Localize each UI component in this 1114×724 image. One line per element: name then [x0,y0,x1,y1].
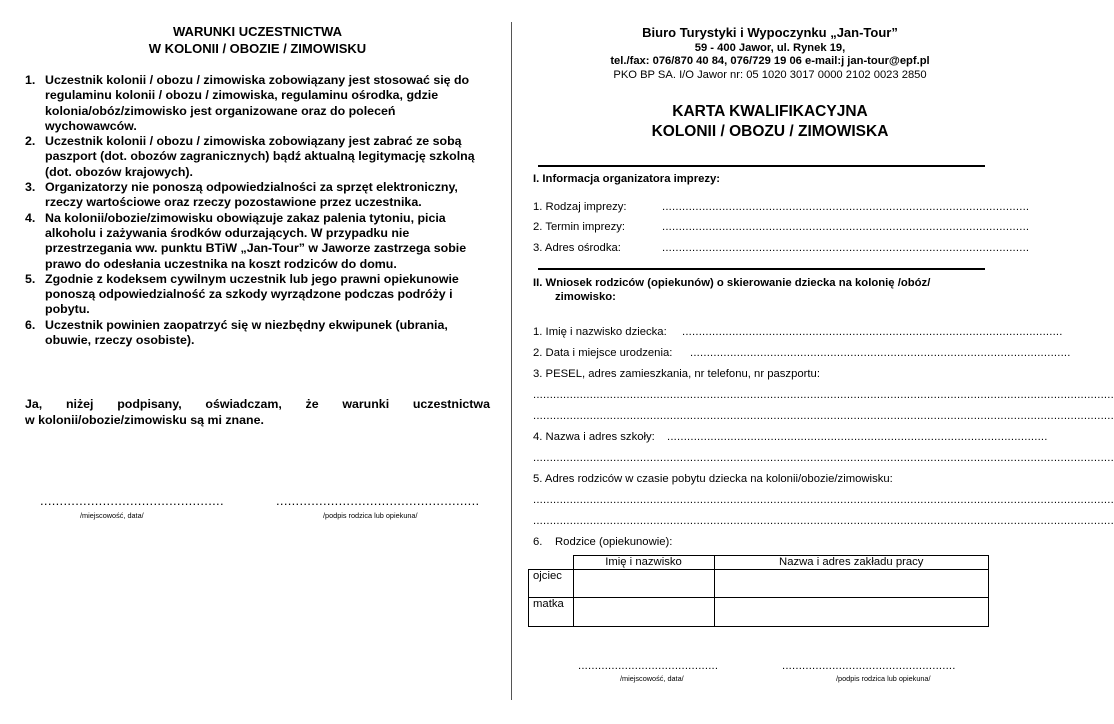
declaration [25,397,490,429]
declaration-word: oświadczam, [205,397,282,411]
declaration-word: podpisany, [117,397,182,411]
page-divider [511,22,512,700]
birth-date-place-label: 2. Data i miejsce urodzenia: [533,347,673,359]
rule-item [25,134,487,180]
rule-number: 1. [25,73,36,87]
declaration-word: warunki [342,397,390,411]
rule-text: Organizatorzy nie ponoszą odpowiedzialności za sprzęt elektroniczny, rzeczy wartościowe oraz rzeczy pozostawione przez uczestnika. [45,180,458,210]
parent-signature-line[interactable]: .................................................... [276,493,480,508]
rule-text: Uczestnik powinien zaopatrzyć się w niezbędny ekwipunek (ubrania, obuwie, rzeczy osobiste). [45,317,448,348]
declaration-word: że [305,397,319,411]
venue-address-field[interactable]: .............................................................................................................. [662,242,1030,254]
rule-item [25,211,487,272]
company-contact: tel./fax: 076/870 40 84, 076/729 19 06 e-mail:j jan-tour@epf.pl [610,55,930,67]
conditions-title-line2: W KOLONII / OBOZIE / ZIMOWISKU [148,41,367,56]
child-name-field[interactable]: .................................................................................................................. [682,326,1063,338]
declaration-line2: w kolonii/obozie/zimowisku są mi znane. [25,412,264,427]
parents-address-field-1[interactable]: .............................................................................................................................................................................. [533,494,1114,506]
rule-text: Zgodnie z kodeksem cywilnym uczestnik lub jego prawni opiekunowie ponoszą odpowiedzialność za szkody wyrządzone podczas podróży i pobytu. [45,271,459,317]
pesel-address-field-2[interactable]: .............................................................................................................................................................................. [533,410,1114,422]
mother-name-cell[interactable] [573,598,714,627]
company-bank-account: PKO BP SA. I/O Jawor nr: 05 1020 3017 0000 2102 0023 2850 [613,69,927,81]
event-date-label: 2. Termin imprezy: [533,221,626,233]
mother-workplace-cell[interactable] [714,598,989,627]
section-rule-2 [538,268,985,270]
row-label-father: ojciec [529,570,574,598]
right-parent-signature-label: /podpis rodzica lub opiekuna/ [836,674,931,683]
school-field-1[interactable]: .................................................................................................................. [667,431,1048,443]
company-name: Biuro Turystyki i Wypoczynku „Jan-Tour” [642,25,898,40]
parent-signature-label: /podpis rodzica lub opiekuna/ [323,511,418,520]
event-type-label: 1. Rodzaj imprezy: [533,201,627,213]
card-title-line1: KARTA KWALIFIKACYJNA [672,103,868,120]
declaration-word: niżej [65,397,94,411]
rule-number: 6. [25,317,36,332]
father-workplace-cell[interactable] [714,570,989,598]
section-rule-1 [538,165,985,167]
table-header-row [529,556,989,570]
conditions-list [25,73,487,348]
father-name-cell[interactable] [573,570,714,598]
birth-date-place-field[interactable]: .................................................................................................................. [690,347,1071,359]
parents-number: 6. [533,536,543,548]
declaration-word: uczestnictwa [412,397,490,411]
parents-label: Rodzice (opiekunowie): [555,536,673,548]
parents-address-field-2[interactable]: .............................................................................................................................................................................. [533,515,1114,527]
rule-number: 3. [25,180,36,195]
rule-number: 2. [25,134,36,149]
rule-item [25,73,487,134]
parents-table [528,555,989,627]
rule-item [25,272,487,318]
rule-text: Na kolonii/obozie/zimowisku obowiązuje zakaz palenia tytoniu, picia alkoholu i zażywania środków odurzających. W przypadku nie przestrzegania ww. punktu BTiW „Jan-Tour” w Jaworze zastrzega sobie prawo do odesłania uczestnika na koszt rodziców do domu. [45,210,467,271]
school-label: 4. Nazwa i adres szkoły: [533,431,655,443]
rule-number: 5. [25,271,36,286]
pesel-address-label: 3. PESEL, adres zamieszkania, nr telefonu, nr paszportu: [533,368,820,380]
row-label-mother: matka [529,598,574,627]
parents-address-label: 5. Adres rodziców w czasie pobytu dziecka na kolonii/obozie/zimowisku: [533,473,893,485]
rule-number: 4. [25,210,36,225]
conditions-title-line1: WARUNKI UCZESTNICTWA [173,24,342,39]
declaration-word: Ja, [25,397,43,411]
venue-address-label: 3. Adres ośrodka: [533,242,621,254]
rule-text: Uczestnik kolonii / obozu / zimowiska zobowiązany jest zabrać ze sobą paszport (dot. obozów zagranicznych) bądź aktualną legitymację szkolną (dot. obozów krajowych). [45,134,475,179]
right-place-date-signature-line[interactable]: .......................................... [578,660,719,672]
place-date-signature-line[interactable]: ............................................... [40,493,224,508]
event-type-field[interactable]: .............................................................................................................. [662,201,1030,213]
company-address: 59 - 400 Jawor, ul. Rynek 19, [694,42,846,54]
right-place-date-label: /miejscowość, data/ [620,674,684,683]
declaration-line1 [25,397,490,413]
table-row [529,598,989,627]
right-parent-signature-line[interactable]: .................................................... [782,660,956,672]
event-date-field[interactable]: .............................................................................................................. [662,221,1030,233]
section-organizer-heading: I. Informacja organizatora imprezy: [533,173,721,185]
pesel-address-field-1[interactable]: .............................................................................................................................................................................. [533,389,1114,401]
section-parents-request-heading-cont: zimowisko: [555,291,616,303]
child-name-label: 1. Imię i nazwisko dziecka: [533,326,667,338]
table-header-workplace: Nazwa i adres zakładu pracy [714,556,989,570]
place-date-label: /miejscowość, data/ [80,511,144,520]
table-row [529,570,989,598]
rule-text: Uczestnik kolonii / obozu / zimowiska zobowiązany jest stosować się do regulaminu kolonii / obozu / zimowiska, regulaminu ośrodka, gdzie kolonia/obóz/zimowisko jest organizowane oraz do poleceń wychowawców. [45,73,470,133]
table-header-blank [529,556,574,570]
rule-item [25,318,487,349]
rule-item [25,180,487,211]
school-field-2[interactable]: .............................................................................................................................................................................. [533,452,1114,464]
card-title-line2: KOLONII / OBOZU / ZIMOWISKA [651,123,889,140]
table-header-name: Imię i nazwisko [573,556,714,570]
section-parents-request-heading: II. Wniosek rodziców (opiekunów) o skierowanie dziecka na kolonię /obóz/ [533,277,931,289]
